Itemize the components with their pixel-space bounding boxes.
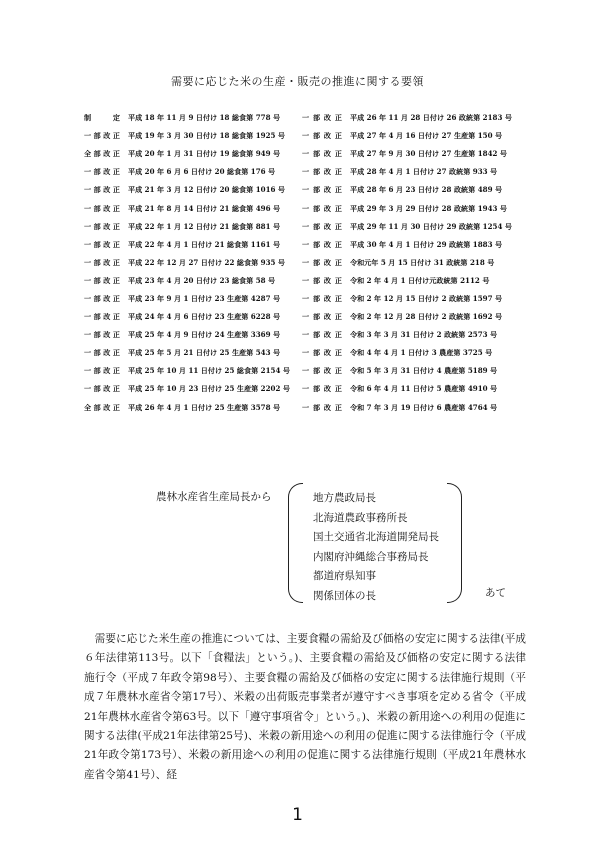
- recipient: 関係団体の長: [313, 589, 376, 602]
- amendment-kind: 一部改正: [84, 293, 120, 303]
- amendment-kind: 一部改正: [84, 239, 120, 249]
- amendment-detail: 平成 23 年 4 月 20 日付け 23 総食第 58 号: [128, 275, 276, 285]
- amendment-kind: 一部改正: [302, 221, 342, 231]
- amendment-kind: 一部改正: [84, 203, 120, 213]
- amendment-kind: 全部改正: [84, 402, 120, 412]
- recipient: 地方農政局長: [313, 492, 376, 504]
- amendment-kind: 一部改正: [84, 348, 120, 358]
- amendment-kind: 一部改正: [302, 330, 342, 340]
- amendment-kind: 一部改正: [302, 348, 342, 358]
- amendment-kind: 一部改正: [302, 131, 342, 141]
- recipient: 国土交通省北海道開発局長: [313, 531, 439, 543]
- amendment-detail: 平成 25 年 4 月 9 日付け 24 生産第 3369 号: [128, 330, 281, 340]
- amendment-kind: 一部改正: [84, 330, 120, 340]
- amendment-detail: 平成 26 年 4 月 1 日付け 25 生産第 3578 号: [128, 402, 281, 412]
- amendment-kind: 一部改正: [302, 167, 342, 177]
- amendment-detail: 令和 6 年 4 月 11 日付け 5 農産第 4910 号: [350, 384, 498, 394]
- amendment-detail: 平成 21 年 3 月 12 日付け 20 総食第 1016 号: [128, 185, 286, 195]
- left-brace: [288, 483, 303, 603]
- amendment-kind: 一部改正: [302, 384, 342, 394]
- amendment-kind: 一部改正: [84, 275, 120, 285]
- amendment-detail: 平成 28 年 4 月 1 日付け 27 政統第 933 号: [350, 167, 498, 177]
- amendment-detail: 令和 3 年 3 月 31 日付け 2 政統第 2573 号: [350, 330, 498, 340]
- recipient: 北海道農政事務所長: [313, 511, 408, 524]
- amendment-detail: 平成 22 年 1 月 12 日付け 21 総食第 881 号: [128, 221, 281, 231]
- addressee-suffix: あて: [485, 587, 506, 599]
- amendment-kind: 一部改正: [302, 149, 342, 159]
- amendment-kind: 一部改正: [84, 312, 120, 322]
- amendment-detail: 平成 29 年 3 月 29 日付け 28 政統第 1943 号: [350, 203, 508, 213]
- recipient: 内閣府沖縄総合事務局長: [313, 550, 429, 563]
- amendment-kind: 一部改正: [84, 384, 120, 394]
- document-title: 需要に応じた米の生産・販売の推進に関する要領: [171, 75, 424, 88]
- amendment-detail: 平成 28 年 6 月 23 日付け 28 政統第 489 号: [350, 185, 503, 195]
- amendment-kind: 一部改正: [84, 185, 120, 195]
- amendment-kind: 一部改正: [84, 221, 120, 231]
- amendment-detail: 平成 22 年 12 月 27 日付け 22 総食第 935 号: [128, 257, 286, 267]
- amendment-detail: 令和 2 年 4 月 1 日付け元政統第 2112 号: [350, 275, 490, 285]
- amendment-detail: 令和 5 年 3 月 31 日付け 4 農産第 5189 号: [350, 366, 498, 376]
- amendment-detail: 平成 20 年 6 月 6 日付け 20 総食第 176 号: [128, 167, 276, 177]
- amendment-kind: 一部改正: [302, 257, 342, 267]
- amendment-detail: 平成 29 年 11 月 30 日付け 29 政統第 1254 号: [350, 221, 512, 231]
- amendment-kind: 一部改正: [84, 167, 120, 177]
- recipient: 都道府県知事: [313, 570, 376, 582]
- amendment-detail: 平成 22 年 4 月 1 日付け 21 総食第 1161 号: [128, 239, 281, 249]
- amendment-kind: 一部改正: [302, 275, 342, 285]
- right-brace: [447, 483, 462, 603]
- amendment-kind: 一部改正: [302, 402, 342, 412]
- body-paragraph: 需要に応じた米生産の推進については、主要食糧の需給及び価格の安定に関する法律(平成６年法律第113号。以下「食糧法」という。)、主要食糧の需給及び価格の安定に関する法律施行令（平成７年政令第98号）、主要食糧の需給及び価格の安定に関する法律施行規則（平成７年農林水産省令第17号）、米穀の出荷販売事業者が遵守すべき事項を定める省令（平成21年農林水産省令第63号。以下「遵守事項省令」という。)、米穀の新用途への利用の促進に関する法律(平成21年法律第25号)、米穀の新用途への利用の促進に関する法律施行令（平成21年政令第173号）、米穀の新用途への利用の促進に関する法律施行規則（平成21年農林水産省令第41号）、経: [84, 633, 526, 781]
- amendment-detail: 平成 19 年 3 月 30 日付け 18 総食第 1925 号: [128, 131, 286, 141]
- amendment-detail: 令和 7 年 3 月 19 日付け 6 農産第 4764 号: [350, 402, 498, 412]
- amendment-kind: 一部改正: [302, 312, 342, 322]
- amendment-detail: 令和 4 年 4 月 1 日付け 3 農産第 3725 号: [350, 348, 493, 358]
- sender: 農林水産省生産局長から: [156, 491, 272, 503]
- amendment-kind: 一部改正: [302, 366, 342, 376]
- amendment-detail: 平成 25 年 5 月 21 日付け 25 生産第 543 号: [128, 348, 281, 358]
- amendment-detail: 令和元年 5 月 15 日付け 31 政統第 218 号: [350, 257, 495, 267]
- amendment-kind: 一部改正: [302, 113, 342, 123]
- amendment-kind: 一部改正: [84, 131, 120, 141]
- amendment-detail: 平成 30 年 4 月 1 日付け 29 政統第 1883 号: [350, 239, 503, 249]
- amendment-kind: 一部改正: [302, 293, 342, 303]
- amendment-detail: 平成 20 年 1 月 31 日付け 19 総食第 949 号: [128, 149, 281, 159]
- amendment-detail: 平成 21 年 8 月 14 日付け 21 総食第 496 号: [128, 203, 281, 213]
- amendment-detail: 平成 27 年 4 月 16 日付け 27 生産第 150 号: [350, 131, 503, 141]
- amendment-kind: 一部改正: [302, 239, 342, 249]
- page-number: 1: [292, 805, 303, 825]
- amendment-detail: 平成 26 年 11 月 28 日付け 26 政統第 2183 号: [350, 113, 512, 123]
- body-text: [84, 630, 526, 785]
- amendment-detail: 平成 25 年 10 月 23 日付け 25 生産第 2202 号: [128, 384, 290, 394]
- amendment-kind: 制定: [84, 113, 120, 123]
- amendment-detail: 平成 27 年 9 月 30 日付け 27 生産第 1842 号: [350, 149, 508, 159]
- amendment-kind: 一部改正: [84, 366, 120, 376]
- amendment-history: [84, 109, 512, 417]
- amendment-detail: 令和 2 年 12 月 15 日付け 2 政統第 1597 号: [350, 293, 503, 303]
- recipient-list: [313, 489, 439, 606]
- amendment-detail: 平成 25 年 10 月 11 日付け 25 総食第 2154 号: [128, 366, 290, 376]
- amendment-detail: 平成 23 年 9 月 1 日付け 23 生産第 4287 号: [128, 293, 281, 303]
- amendment-kind: 全部改正: [84, 149, 120, 159]
- amendment-kind: 一部改正: [302, 203, 342, 213]
- amendment-detail: 平成 18 年 11 月 9 日付け 18 総食第 778 号: [128, 113, 281, 123]
- amendment-kind: 一部改正: [84, 257, 120, 267]
- amendment-detail: 令和 2 年 12 月 28 日付け 2 政統第 1692 号: [350, 312, 503, 322]
- address-block: [0, 483, 595, 603]
- amendment-kind: 一部改正: [302, 185, 342, 195]
- amendment-detail: 平成 24 年 4 月 6 日付け 23 生産第 6228 号: [128, 312, 281, 322]
